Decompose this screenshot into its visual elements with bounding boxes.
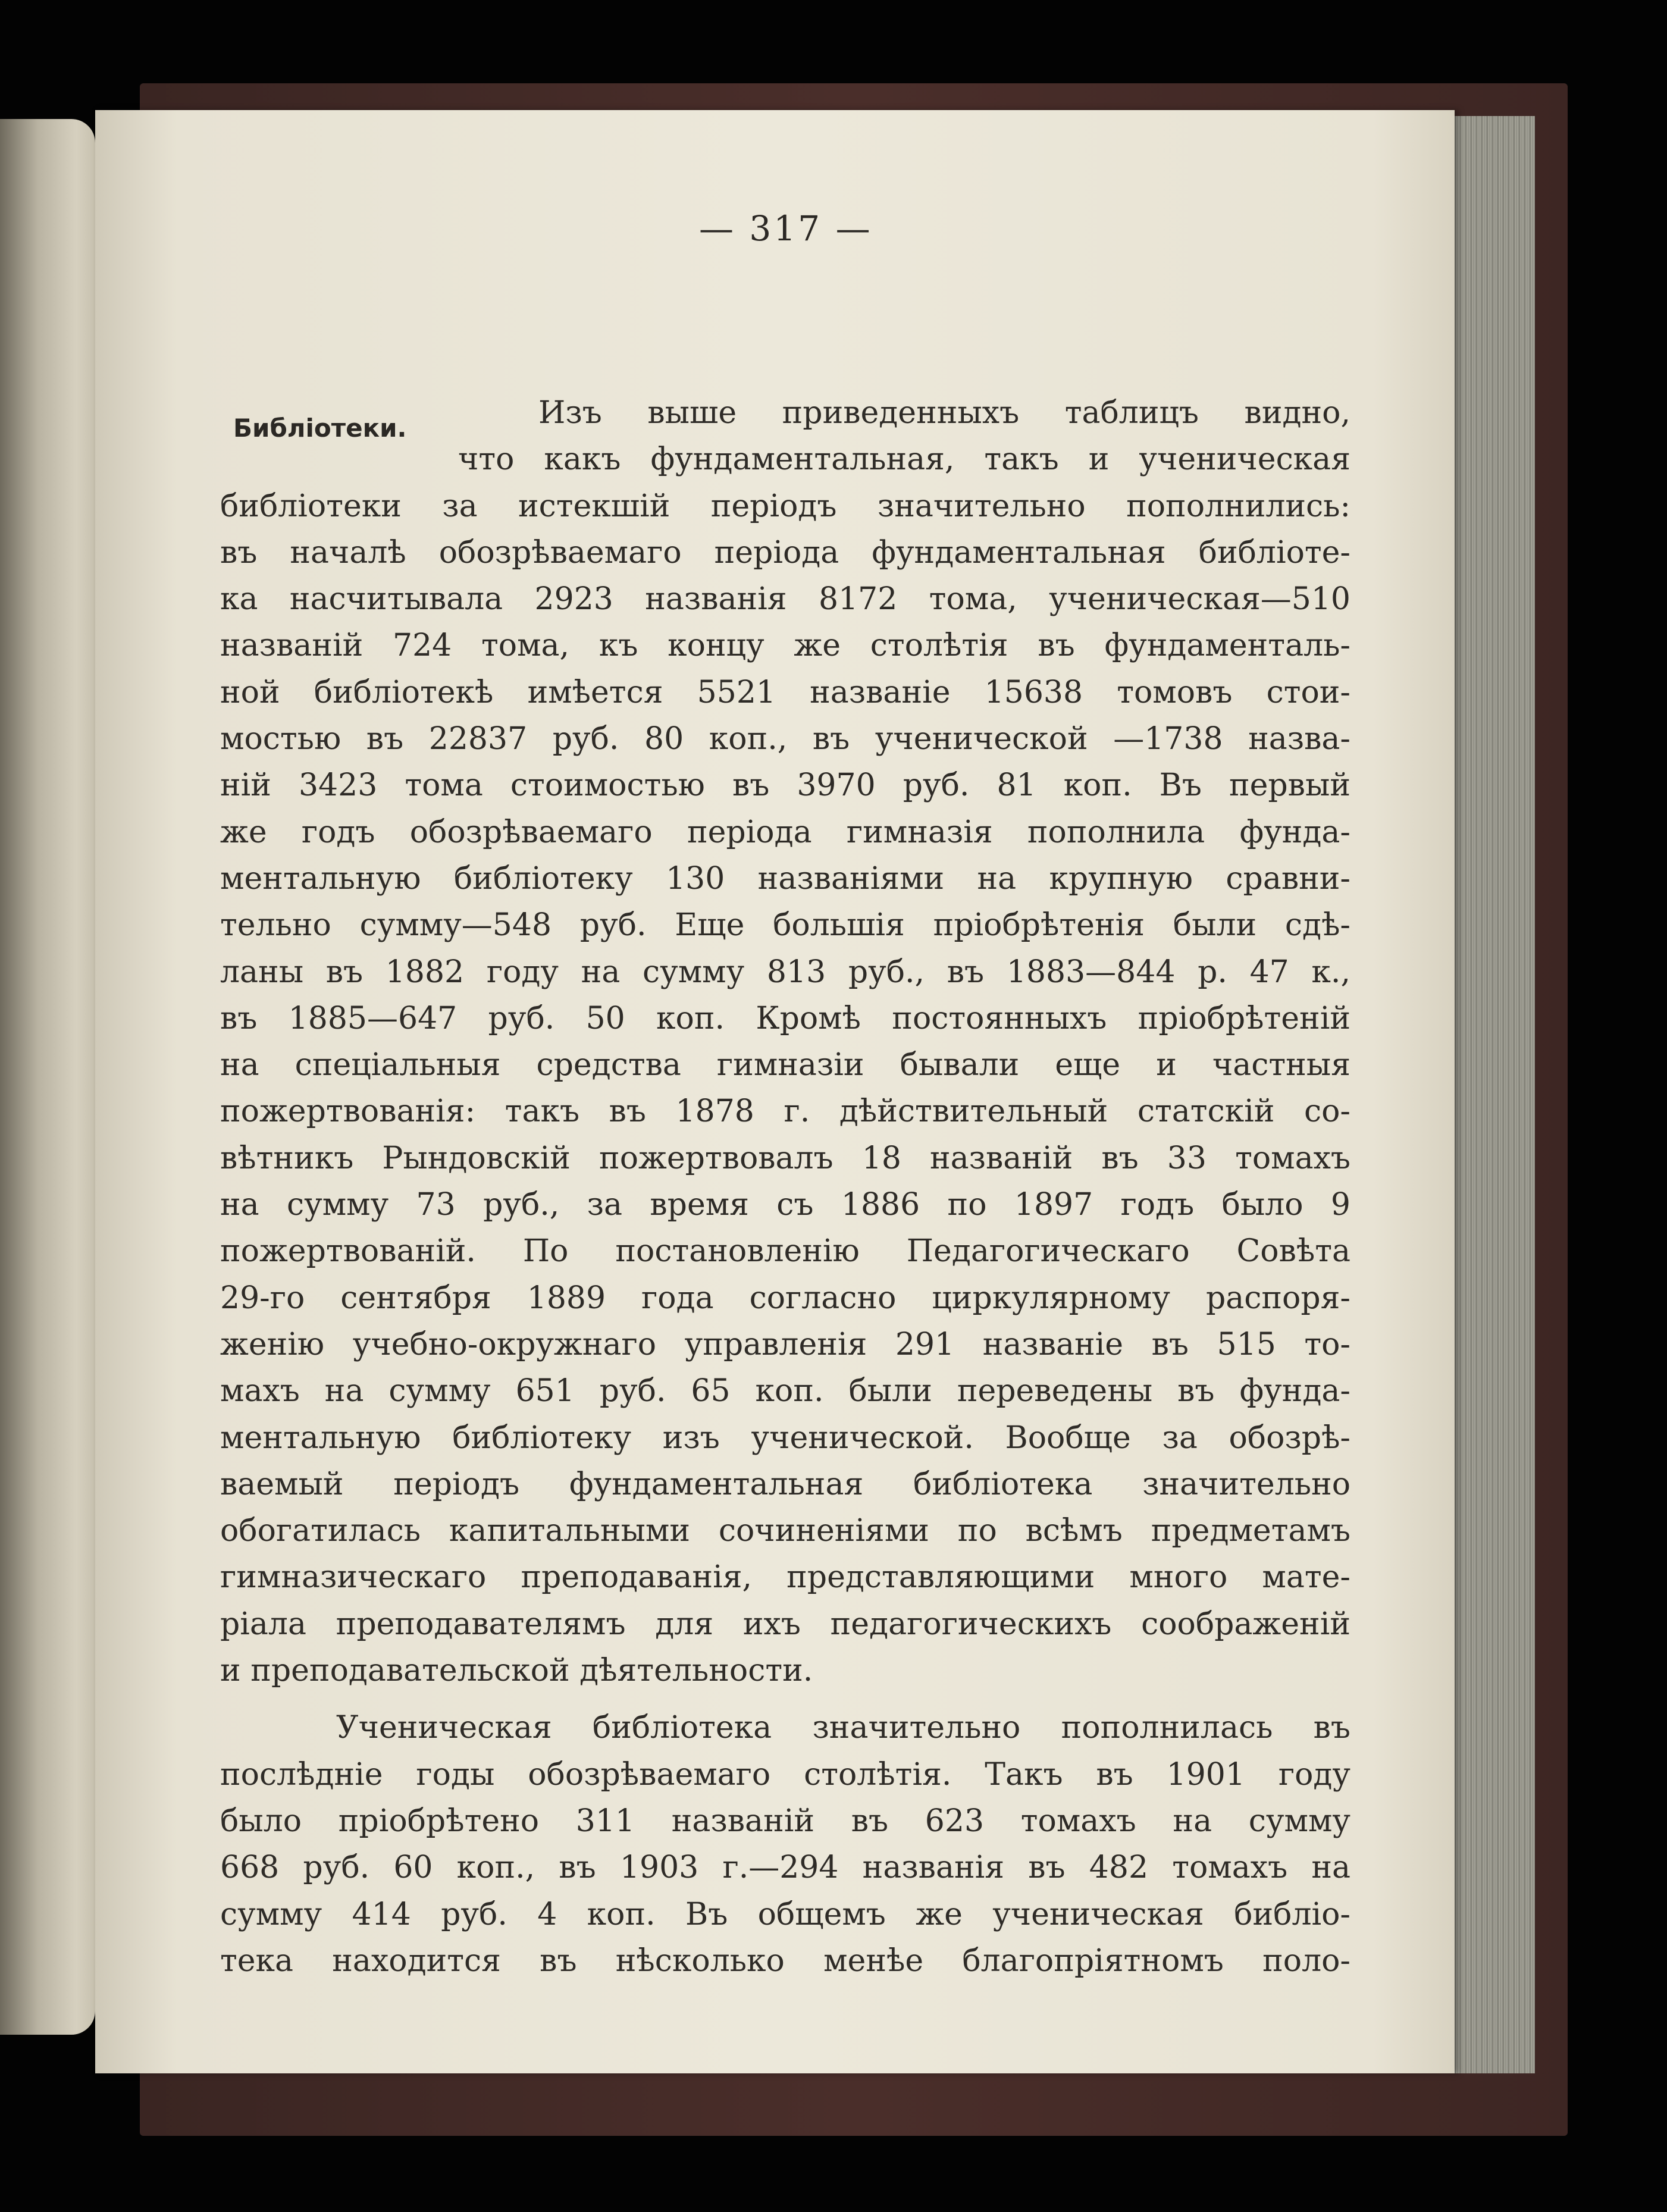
text-line: гимназическаго преподаванія, представляющими много мате- <box>220 1559 1350 1596</box>
text-line: въ 1885—647 руб. 50 коп. Кромѣ постоянныхъ пріобрѣтеній <box>220 1000 1350 1036</box>
text-line: на спеціальныя средства гимназіи бывали еще и частныя <box>220 1047 1350 1083</box>
text-line: было пріобрѣтено 311 названій въ 623 томахъ на сумму <box>220 1803 1350 1839</box>
page-body <box>220 390 1350 1984</box>
text-line: и преподавательской дѣятельности. <box>220 1653 813 1689</box>
text-line: названій 724 тома, къ концу же столѣтія въ фундаменталь- <box>220 628 1350 664</box>
book-page <box>95 110 1455 2073</box>
text-line: вѣтникъ Рындовскій пожертвовалъ 18 названій въ 33 томахъ <box>220 1140 1350 1176</box>
text-line: же годъ обозрѣваемаго періода гимназія пополнила фунда- <box>220 814 1350 850</box>
text-line: обогатилась капитальными сочиненіями по всѣмъ предметамъ <box>220 1513 1350 1549</box>
text-line: послѣдніе годы обозрѣваемаго столѣтія. Такъ въ 1901 году <box>220 1756 1350 1793</box>
text-line: ной библіотекѣ имѣется 5521 названіе 15638 томовъ стои- <box>220 674 1350 710</box>
text-line: ваемый періодъ фундаментальная библіотека значительно <box>220 1466 1350 1502</box>
text-line: что какъ фундаментальная, такъ и ученическая <box>458 441 1350 478</box>
text-line: 29-го сентября 1889 года согласно циркулярному распоря- <box>220 1280 1350 1316</box>
text-line: въ началѣ обозрѣваемаго періода фундаментальная библіоте- <box>220 534 1350 571</box>
margin-heading: Библіотеки. <box>233 413 407 443</box>
text-line: сумму 414 руб. 4 коп. Въ общемъ же ученическая библіо- <box>220 1896 1350 1932</box>
paragraph-1 <box>220 390 1350 1694</box>
text-line: женію учебно-окружнаго управленія 291 названіе въ 515 то- <box>220 1326 1350 1362</box>
page-number: — 317 — <box>699 208 873 249</box>
paragraph-2 <box>220 1705 1350 1984</box>
text-line: Изъ выше приведенныхъ таблицъ видно, <box>538 395 1350 431</box>
text-line: пожертвованій. По постановленію Педагогическаго Совѣта <box>220 1233 1350 1270</box>
text-line: мостью въ 22837 руб. 80 коп., въ ученической —1738 назва- <box>220 721 1350 757</box>
text-line: 668 руб. 60 коп., въ 1903 г.—294 названія въ 482 томахъ на <box>220 1850 1350 1886</box>
text-line: на сумму 73 руб., за время съ 1886 по 1897 годъ было 9 <box>220 1187 1350 1223</box>
text-line: ланы въ 1882 году на сумму 813 руб., въ 1883—844 р. 47 к., <box>220 954 1350 990</box>
facing-page-edge <box>0 119 95 2035</box>
text-line: тека находится въ нѣсколько менѣе благопріятномъ поло- <box>220 1942 1350 1979</box>
text-line: пожертвованія: такъ въ 1878 г. дѣйствительный статскій со- <box>220 1094 1350 1130</box>
text-line: ріала преподавателямъ для ихъ педагогическихъ соображеній <box>220 1606 1350 1642</box>
page-block-edges <box>1452 116 1535 2073</box>
text-line: Ученическая библіотека значительно пополнилась въ <box>336 1710 1350 1746</box>
text-line: ка насчитывала 2923 названія 8172 тома, ученическая—510 <box>220 581 1350 618</box>
text-line: ментальную библіотеку 130 названіями на крупную сравни- <box>220 860 1350 897</box>
text-line: тельно сумму—548 руб. Еще большія пріобрѣтенія были сдѣ- <box>220 907 1350 944</box>
text-line: библіотеки за истекшій періодъ значительно пополнились: <box>220 488 1350 524</box>
text-line: ментальную библіотеку изъ ученической. Вообще за обозрѣ- <box>220 1420 1350 1456</box>
text-line: ній 3423 тома стоимостью въ 3970 руб. 81 коп. Въ первый <box>220 767 1350 804</box>
text-line: махъ на сумму 651 руб. 65 коп. были переведены въ фунда- <box>220 1373 1350 1409</box>
